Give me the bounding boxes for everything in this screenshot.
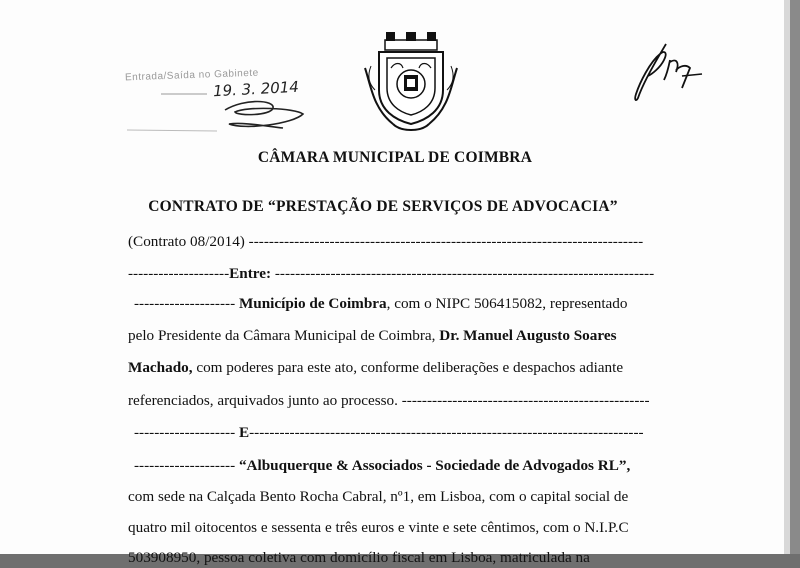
body-text: referenciados, arquivados junto ao processo. bbox=[128, 392, 398, 409]
received-stamp bbox=[125, 64, 340, 140]
body-text: pelo Presidente da Câmara Municipal de Coimbra, bbox=[128, 327, 440, 344]
body-line: quatro mil oitocentos e sessenta e três euros e vinte e sete cêntimos, com o N.I.P.C bbox=[128, 519, 629, 536]
entre-label: Entre: bbox=[229, 265, 272, 282]
filler-dashes: ------------------------------------------------------------------------------ bbox=[249, 424, 644, 441]
filler-dashes: -------------------- bbox=[134, 424, 239, 441]
stamp-signature-icon bbox=[125, 64, 340, 140]
entre-line bbox=[128, 264, 658, 284]
body-line bbox=[128, 391, 658, 411]
party2-line bbox=[134, 456, 664, 476]
filler-dashes: -------------------- bbox=[134, 295, 239, 312]
body-line bbox=[128, 358, 658, 378]
filler-dashes: ------------------------------------------------- bbox=[397, 392, 650, 409]
body-line bbox=[128, 326, 658, 346]
stamp-text: Entrada/Saída no Gabinete bbox=[124, 67, 259, 84]
representative-name: Dr. Manuel Augusto Soares bbox=[439, 327, 617, 344]
filler-dashes: ------------------------------------------------------------------------------ bbox=[244, 233, 644, 250]
party1-details: , com o NIPC 506415082, representado bbox=[386, 295, 628, 312]
stamp-date: 19. 3. 2014 bbox=[212, 77, 300, 101]
party1-name: Município de Coimbra bbox=[238, 295, 387, 312]
organization-title: CÂMARA MUNICIPAL DE COIMBRA bbox=[257, 149, 533, 166]
signature-initials-icon bbox=[630, 40, 710, 104]
representative-surname: Machado, bbox=[128, 359, 193, 376]
party1-line bbox=[134, 294, 664, 314]
contract-reference: (Contrato 08/2014) bbox=[128, 233, 245, 250]
body-line: com sede na Calçada Bento Rocha Cabral, nº1, em Lisboa, com o capital social de bbox=[128, 488, 629, 505]
filler-dashes: -------------------- bbox=[134, 457, 239, 474]
filler-dashes: -------------------- bbox=[128, 265, 230, 282]
body-line: 503908950, pessoa coletiva com domicílio fiscal em Lisboa, matriculada na bbox=[128, 549, 590, 566]
coimbra-coat-of-arms-icon bbox=[357, 28, 465, 136]
party2-name: “Albuquerque & Associados - Sociedade de Advogados RL”, bbox=[238, 457, 631, 474]
viewer-background bbox=[790, 0, 800, 554]
body-text: com poderes para este ato, conforme deliberações e despachos adiante bbox=[192, 359, 624, 376]
filler-dashes: --------------------------------------------------------------------------- bbox=[271, 265, 655, 282]
e-label: E bbox=[238, 424, 250, 441]
e-line bbox=[134, 423, 664, 443]
contract-title: CONTRATO DE “PRESTAÇÃO DE SERVIÇOS DE ADVOCACIA” bbox=[148, 198, 618, 215]
contract-reference-line bbox=[128, 232, 658, 252]
